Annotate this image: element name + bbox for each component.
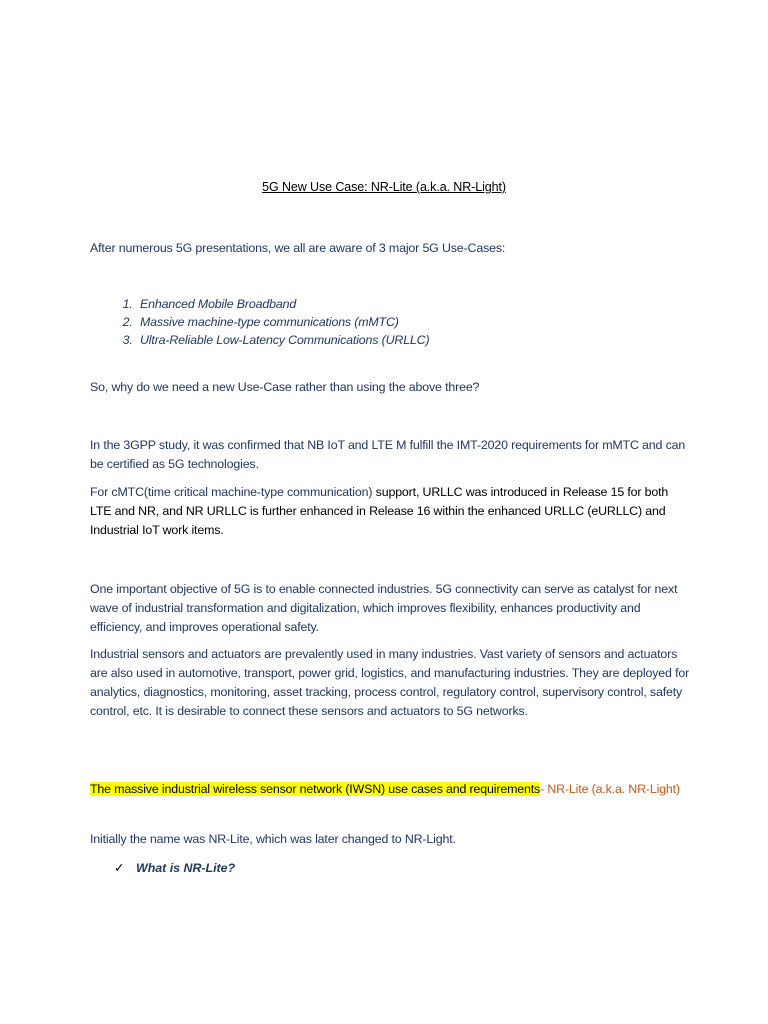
objective-paragraph: One important objective of 5G is to enable connected industries. 5G connectivity can serve as catalyst for next wave of industrial transformation and digitalization, which improves flexibility, enhances productivity and efficiency, and improves operational safety. xyxy=(90,582,678,634)
checklist-label: What is NR-Lite? xyxy=(136,861,236,875)
use-case-list xyxy=(112,295,429,349)
iwsn-name: NR-Lite (a.k.a. NR-Light) xyxy=(547,782,680,796)
intro-paragraph: After numerous 5G presentations, we all are aware of 3 major 5G Use-Cases: xyxy=(90,241,506,255)
name-paragraph: Initially the name was NR-Lite, which was later changed to NR-Light. xyxy=(90,832,456,846)
iwsn-dash: - xyxy=(540,782,548,796)
iwsn-paragraph xyxy=(90,780,690,799)
list-item: 3. Ultra-Reliable Low-Latency Communications (URLLC) xyxy=(136,331,429,349)
sensors-paragraph: Industrial sensors and actuators are prevalently used in many industries. Vast variety of sensors and actuators are also used in automotive, transport, power grid, logistics, and manufacturing industries. They are deployed for analytics, diagnostics, monitoring, asset tracking, process control, regulatory control, supervisory control, safety control, etc. It is desirable to connect these sensors and actuators to 5G networks. xyxy=(90,647,690,718)
list-item: 1. Enhanced Mobile Broadband xyxy=(136,295,429,313)
question-paragraph: So, why do we need a new Use-Case rather than using the above three? xyxy=(90,380,480,394)
checklist-item xyxy=(114,859,235,878)
cmtc-detail: support, URLLC was introduced in Release 15 for both LTE and NR, and NR URLLC is further enhanced in Release 16 within the enhanced URLLC (eURLLC) and Industrial IoT work items. xyxy=(90,485,669,537)
document-title: 5G New Use Case: NR-Lite (a.k.a. NR-Light) xyxy=(262,180,506,194)
cmtc-paragraph xyxy=(90,483,690,540)
list-item: 2. Massive machine-type communications (mMTC) xyxy=(136,313,429,331)
checkmark-icon: ✓ xyxy=(114,861,125,875)
iwsn-highlight: The massive industrial wireless sensor network (IWSN) use cases and requirements xyxy=(90,782,541,796)
3gpp-paragraph: In the 3GPP study, it was confirmed that NB IoT and LTE M fulfill the IMT-2020 requirements for mMTC and can be certified as 5G technologies. xyxy=(90,438,686,471)
cmtc-term: For cMTC(time critical machine-type communication) xyxy=(90,485,373,499)
